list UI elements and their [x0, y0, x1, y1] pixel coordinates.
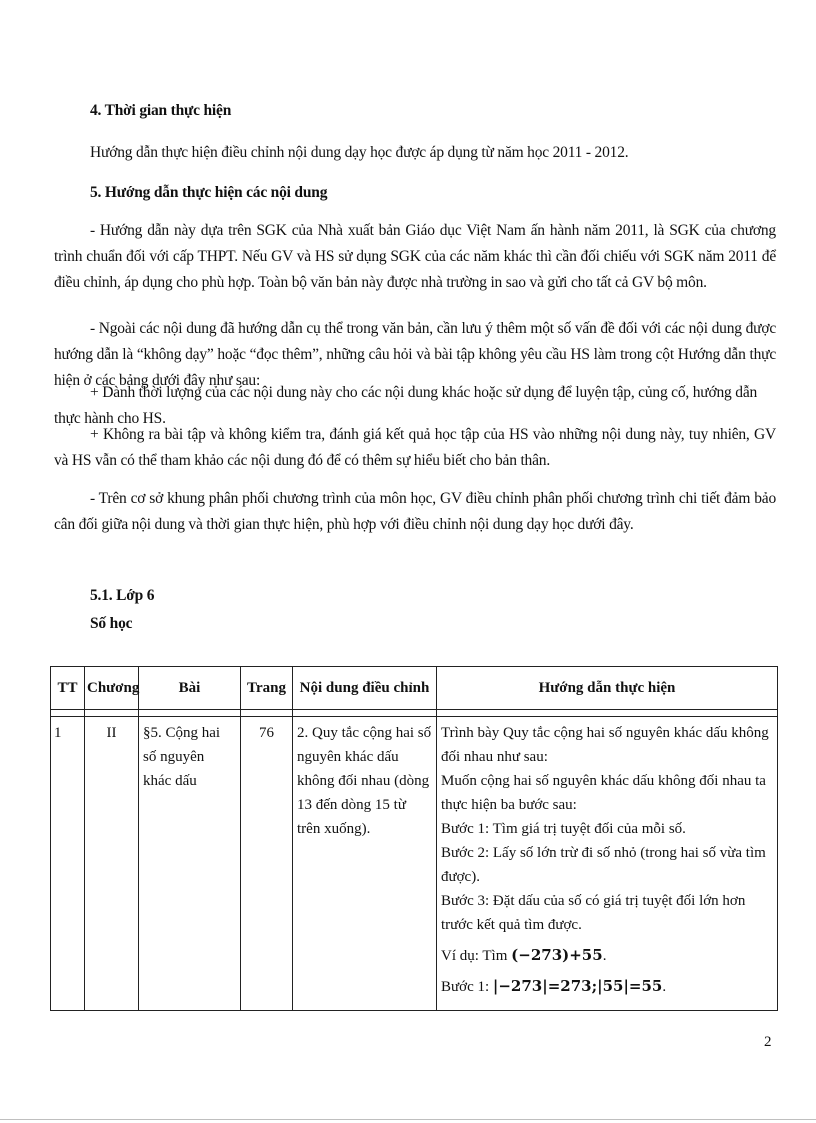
page-number: 2 — [764, 1034, 772, 1050]
header-tt: TT — [51, 667, 85, 710]
table-spacer-row — [51, 710, 778, 717]
subject-heading: Số học — [90, 615, 133, 632]
paragraph-sgk-basis: - Hướng dẫn này dựa trên SGK của Nhà xuất bản Giáo dục Việt Nam ấn hành năm 2011, là SGK của chương trình chuẩn đối với cấp THPT. Nếu GV và HS sử dụng SGK của các năm khác thì cần đối chiếu với SGK năm 2011 để điều chỉnh, áp dụng cho phù hợp. Toàn bộ văn bản này được nhà trường in sao và gửi cho tất cả GV bộ môn. — [54, 222, 776, 291]
guide-line-intro: Trình bày Quy tắc cộng hai số nguyên khác dấu không đối nhau như sau: — [441, 725, 769, 765]
section-4-heading: 4. Thời gian thực hiện — [90, 102, 232, 119]
section-4-text: Hướng dẫn thực hiện điều chỉnh nội dung dạy học được áp dụng từ năm học 2011 - 2012. — [90, 144, 629, 161]
cell-tt: 1 — [51, 717, 85, 1011]
guide-example — [441, 943, 773, 968]
page-bottom-divider — [0, 1119, 816, 1120]
paragraph-time-allocation: + Dành thời lượng của các nội dung này cho các nội dung khác hoặc sử dụng để luyện tập, củng cố, hướng dẫn thực hành cho HS. — [54, 384, 758, 427]
step-1-expression: |−273|=273;|55|=55 — [492, 977, 663, 995]
table-row — [51, 717, 778, 1011]
cell-chuong: II — [85, 717, 139, 1011]
paragraph-notes: - Ngoài các nội dung đã hướng dẫn cụ thể trong văn bản, cần lưu ý thêm một số vấn đề đối với các nội dung được hướng dẫn là “không dạy” hoặc “đọc thêm”, những câu hỏi và bài tập không yêu cầu HS làm trong cột Hướng dẫn thực hiện ở các bảng dưới đây như sau: — [54, 320, 776, 389]
example-end: . — [602, 948, 607, 964]
cell-noi-dung: 2. Quy tắc cộng hai số nguyên khác dấu không đối nhau (dòng 13 đến dòng 15 từ trên xuống). — [293, 717, 437, 1011]
section-5-heading: 5. Hướng dẫn thực hiện các nội dung — [90, 184, 328, 201]
example-label: Ví dụ: Tìm — [441, 948, 512, 964]
header-trang: Trang — [241, 667, 293, 710]
header-bai: Bài — [139, 667, 241, 710]
step-1-end: . — [662, 979, 667, 995]
table-header-row — [51, 667, 778, 710]
cell-huong-dan — [437, 717, 778, 1011]
guide-line-steps: Muốn cộng hai số nguyên khác dấu không đối nhau ta thực hiện ba bước sau: — [441, 773, 766, 813]
guide-line-step-3: Bước 3: Đặt dấu của số có giá trị tuyệt đối lớn hơn trước kết quả tìm được. — [441, 893, 746, 933]
header-huong-dan: Hướng dẫn thực hiện — [437, 667, 778, 710]
paragraph-program-adjustment: - Trên cơ sở khung phân phối chương trình của môn học, GV điều chỉnh phân phối chương trình chi tiết đảm bảo cân đối giữa nội dung và thời gian thực hiện, phù hợp với điều chỉnh nội dung dạy học dưới đây. — [54, 490, 776, 533]
cell-trang: 76 — [241, 717, 293, 1011]
guide-line-step-1: Bước 1: Tìm giá trị tuyệt đối của mỗi số. — [441, 821, 686, 837]
adjustment-table — [50, 666, 778, 1011]
header-chuong: Chương — [85, 667, 139, 710]
step-1-label: Bước 1: — [441, 979, 493, 995]
cell-bai: §5. Cộng hai số nguyên khác dấu — [139, 717, 241, 1011]
section-5-1-heading: 5.1. Lớp 6 — [90, 587, 155, 604]
header-noi-dung: Nội dung điều chỉnh — [293, 667, 437, 710]
paragraph-no-assessment: + Không ra bài tập và không kiểm tra, đánh giá kết quả học tập của HS vào những nội dung này, tuy nhiên, GV và HS vẫn có thể tham khảo các nội dung đó để có thêm sự hiểu biết cho bản thân. — [54, 426, 776, 469]
guide-step-1-example — [441, 974, 773, 999]
guide-line-step-2: Bước 2: Lấy số lớn trừ đi số nhỏ (trong hai số vừa tìm được). — [441, 845, 766, 885]
example-expression: (−273)+55 — [511, 946, 603, 964]
